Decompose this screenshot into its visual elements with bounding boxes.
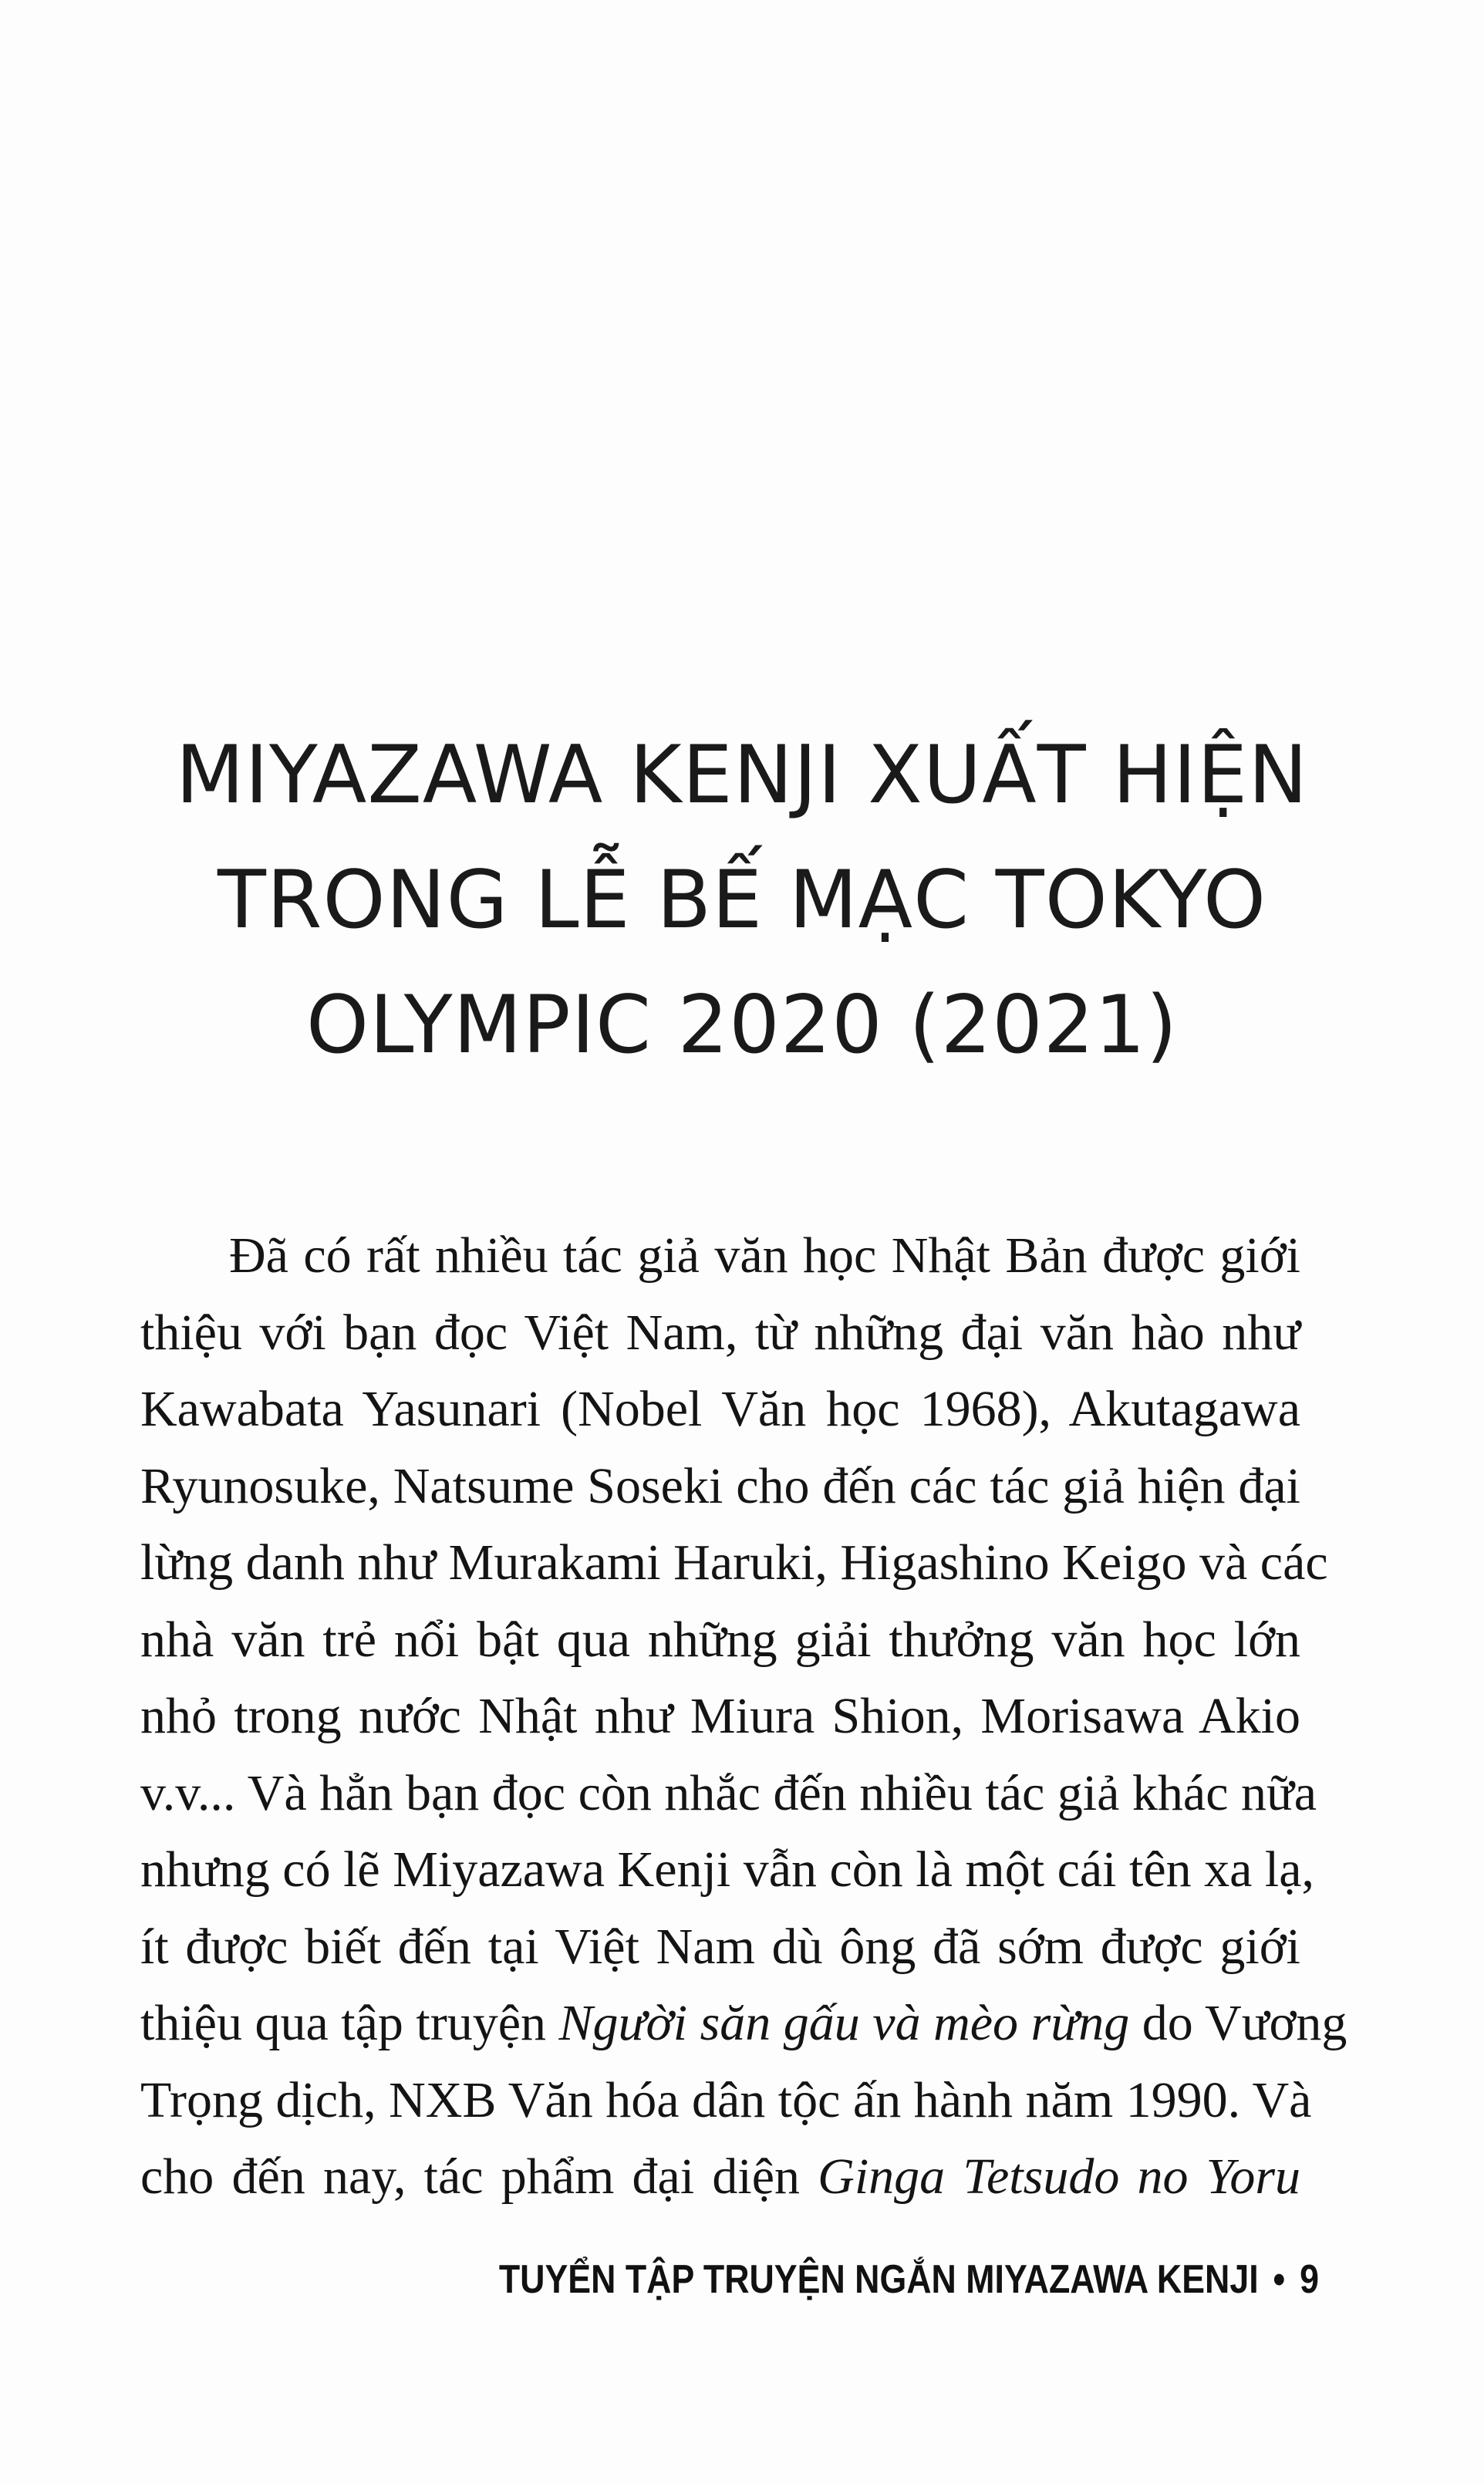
footer-book-title: TUYỂN TẬP TRUYỆN NGẮN MIYAZAWA KENJI bbox=[498, 2257, 1259, 2302]
page-number: 9 bbox=[1300, 2257, 1319, 2302]
paragraph-line: ít được biết đến tại Việt Nam dù ông đã sớm được giới bbox=[140, 1918, 1300, 1975]
paragraph-line: nhỏ trong nước Nhật như Miura Shion, Morisawa Akio bbox=[140, 1688, 1300, 1744]
paragraph-line: nhà văn trẻ nổi bật qua những giải thưởng văn học lớn bbox=[140, 1611, 1300, 1668]
paragraph-line: Kawabata Yasunari (Nobel Văn học 1968), Akutagawa bbox=[140, 1381, 1300, 1437]
body-paragraph bbox=[140, 1217, 1347, 2216]
paragraph-line: lừng danh như Murakami Haruki, Higashino Keigo và các bbox=[140, 1534, 1328, 1591]
line-text: do Vương bbox=[1129, 1995, 1347, 2051]
chapter-title bbox=[139, 713, 1345, 1088]
paragraph-line bbox=[140, 2138, 1300, 2216]
line-text: thiệu qua tập truyện bbox=[140, 1995, 559, 2051]
work-title-italic: Ginga Tetsudo no Yoru bbox=[818, 2148, 1301, 2205]
paragraph-line: Đã có rất nhiều tác giả văn học Nhật Bản được giới bbox=[229, 1227, 1300, 1284]
chapter-title-line-1: MIYAZAWA KENJI XUẤT HIỆN bbox=[175, 729, 1309, 822]
chapter-title-line-2: TRONG LỄ BẾ MẠC TOKYO bbox=[217, 854, 1267, 947]
running-footer bbox=[477, 2249, 1319, 2310]
footer-separator: • bbox=[1273, 2257, 1286, 2302]
chapter-title-line-3: OLYMPIC 2020 (2021) bbox=[305, 979, 1179, 1072]
book-title-italic: Người săn gấu và mèo rừng bbox=[558, 1995, 1130, 2051]
paragraph-line: thiệu với bạn đọc Việt Nam, từ những đại văn hào như bbox=[140, 1304, 1300, 1361]
paragraph-line: Ryunosuke, Natsume Soseki cho đến các tác giả hiện đại bbox=[140, 1457, 1300, 1514]
paragraph-line: Trọng dịch, NXB Văn hóa dân tộc ấn hành năm 1990. Và bbox=[140, 2071, 1312, 2128]
paragraph-line bbox=[140, 1985, 1347, 2062]
paragraph-line: nhưng có lẽ Miyazawa Kenji vẫn còn là một cái tên xa lạ, bbox=[140, 1841, 1315, 1898]
paragraph-line: v.v... Và hẳn bạn đọc còn nhắc đến nhiều tác giả khác nữa bbox=[140, 1764, 1317, 1821]
line-text: cho đến nay, tác phẩm đại diện bbox=[140, 2148, 818, 2205]
